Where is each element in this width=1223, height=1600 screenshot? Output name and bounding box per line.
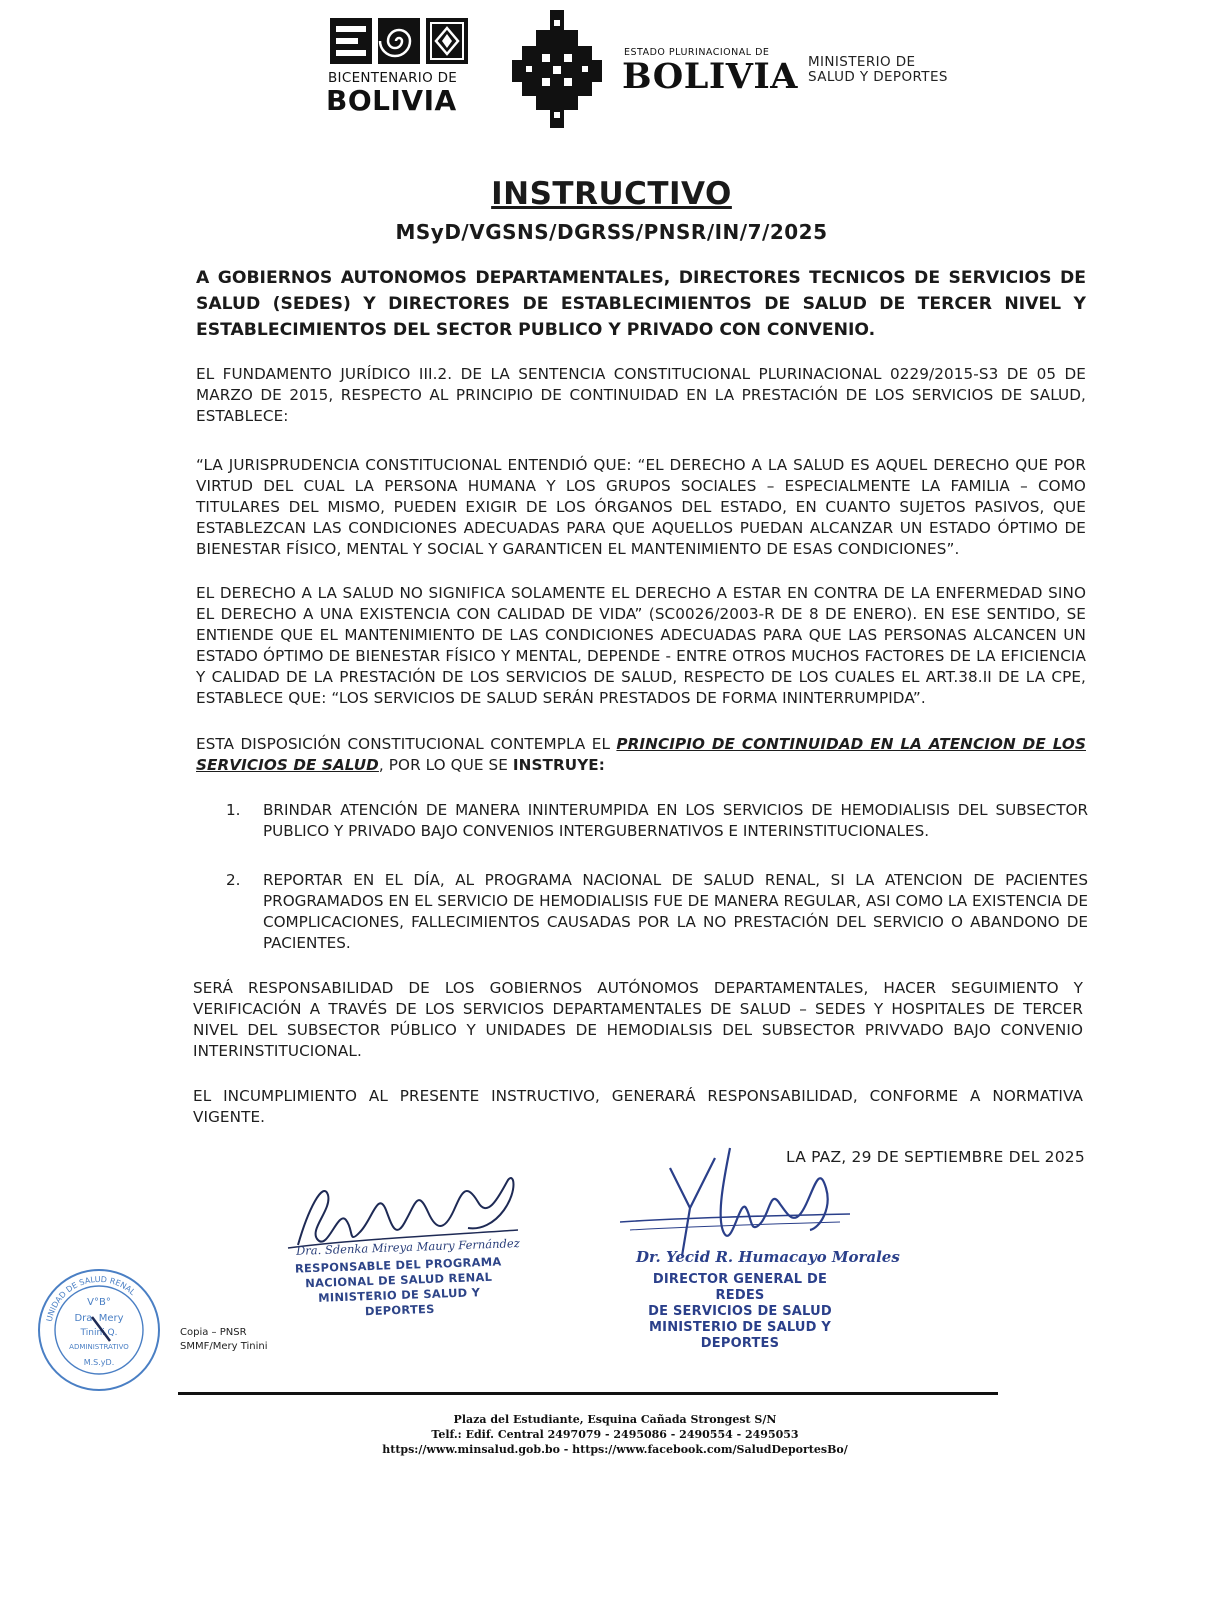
signature-right-role-line-1: DIRECTOR GENERAL DE REDES [652,1272,828,1303]
stamp-sub: Tinini Q. [80,1328,118,1338]
paragraph-legal-basis: EL FUNDAMENTO JURÍDICO III.2. DE LA SENTENCIA CONSTITUCIONAL PLURINACIONAL 0229/2015-S3 DE 05 DE MARZO DE 2015, RESPECTO AL PRINCIPIO DE CONTINUIDAD EN LA PRESTACIÓN DE LOS SERVICIOS DE SALUD, ESTABLECE: [196,365,1086,425]
footer-address: Plaza del Estudiante, Esquina Cañada Strongest S/N [453,1413,777,1426]
signature-left-role-line-3: MINISTERIO DE SALUD Y DEPORTES [318,1285,481,1319]
signature-left-role-line-2: NACIONAL DE SALUD RENAL [305,1269,493,1291]
signature-right-role-line-2: DE SERVICIOS DE SALUD [648,1304,832,1319]
instruction-text: REPORTAR EN EL DÍA, AL PROGRAMA NACIONAL DE SALUD RENAL, SI LA ATENCION DE PACIENTES PROGRAMADOS EN EL SERVICIO DE HEMODIALISIS FUE DE MANERA REGULAR, ASI COMO LA EXISTENCIA DE COMPLICACIONES, FALLECIMIENTOS CAUSADAS POR LA NO PRESTACIÓN DEL SERVICIO O ABANDONO DE PACIENTES. [263,871,1088,952]
copy-note-line-1: Copia – PNSR [180,1327,247,1338]
bicentenario-title: BICENTENARIO DE [328,70,458,86]
signature-right-role [630,1272,850,1352]
signature-left-role-line-1: RESPONSABLE DEL PROGRAMA [294,1254,502,1276]
signature-right-role-line-3: MINISTERIO DE SALUD Y DEPORTES [649,1320,831,1351]
ministerio-line-2: SALUD Y DEPORTES [808,69,948,85]
stamp-ring-text: UNIDAD DE SALUD RENAL [44,1274,138,1323]
footer-divider [178,1392,998,1395]
document-title: INSTRUCTIVO [491,176,732,212]
official-stamp [34,1265,164,1395]
addressee: A GOBIERNOS AUTONOMOS DEPARTAMENTALES, DIRECTORES TECNICOS DE SERVICIOS DE SALUD (SEDES) Y DIRECTORES DE ESTABLECIMIENTOS DE SALUD DE TERCER NIVEL Y ESTABLECIMIENTOS DEL SECTOR PUBLICO Y PRIVADO CON CONVENIO. [196,268,1086,340]
instruction-item [226,870,1088,954]
estado-plurinacional-label: ESTADO PLURINACIONAL DE [624,47,770,58]
footer-links: https://www.minsalud.gob.bo - https://www.facebook.com/SaludDeportesBo/ [382,1443,848,1456]
copy-note [180,1326,268,1354]
paragraph4-emphasis: PRINCIPIO DE CONTINUIDAD EN LA ATENCION DE LOS SERVICIOS DE SALUD [196,735,1086,774]
signature-right-scribble [620,1138,850,1258]
document-code: MSyD/VGSNS/DGRSS/PNSR/IN/7/2025 [395,220,828,244]
copy-note-line-2: SMMF/Mery Tinini [180,1341,268,1352]
paragraph4-instruye: INSTRUYE: [512,756,605,774]
signature-left-role [283,1254,515,1322]
footer [300,1412,930,1457]
signature-right-name: Dr. Yecid R. Humacayo Morales [636,1248,900,1266]
paragraph-noncompliance: EL INCUMPLIMIENTO AL PRESENTE INSTRUCTIVO, GENERARÁ RESPONSABILIDAD, CONFORME A NORMATIVA VIGENTE. [193,1087,1083,1126]
paragraph-instruction-intro [196,734,1086,776]
paragraph-responsibility: SERÁ RESPONSABILIDAD DE LOS GOBIERNOS AUTÓNOMOS DEPARTAMENTALES, HACER SEGUIMIENTO Y VERIFICACIÓN A TRAVÉS DE LOS SERVICIOS DEPARTAMENTALES DE SALUD – SEDES Y HOSPITALES DE TERCER NIVEL DEL SUBSECTOR PÚBLICO Y UNIDADES DE HEMODIALSIS DEL SUBSECTOR PRIVVADO BAJO CONVENIO INTERINSTITUCIONAL. [193,979,1083,1060]
bicentenario-name: BOLIVIA [326,84,457,117]
bicentenario-glyph-3 [426,18,468,64]
bicentenario-logo [330,18,472,66]
stamp-role: ADMINISTRATIVO [69,1343,129,1351]
instruction-number: 1. [226,801,241,819]
bicentenario-glyph-1 [330,18,372,64]
ministerio-label [808,55,968,85]
city-date: LA PAZ, 29 DE SEPTIEMBRE DEL 2025 [786,1148,1085,1166]
stamp-name: Dra. Mery [74,1313,124,1324]
footer-phones: Telf.: Edif. Central 2497079 - 2495086 - 2490554 - 2495053 [431,1428,799,1441]
paragraph-jurisprudence-quote: “LA JURISPRUDENCIA CONSTITUCIONAL ENTENDIÓ QUE: “EL DERECHO A LA SALUD ES AQUEL DERECHO QUE POR VIRTUD DEL CUAL LA PERSONA HUMANA Y LOS GRUPOS SOCIALES – ESPECIALMENTE LA FAMILIA – COMO TITULARES DEL MISMO, PUEDEN EXIGIR DE LOS ÓRGANOS DEL ESTADO, EN CUANTO SUJETOS PASIVOS, QUE ESTABLEZCAN LAS CONDICIONES ADECUADAS PARA QUE AQUELLOS PUEDAN ALCANZAR UN ESTADO ÓPTIMO DE BIENESTAR FÍSICO, MENTAL Y SOCIAL Y GARANTICEN EL MANTENIMIENTO DE ESAS CONDICIONES”. [196,456,1086,558]
paragraph-right-to-health: EL DERECHO A LA SALUD NO SIGNIFICA SOLAMENTE EL DERECHO A ESTAR EN CONTRA DE LA ENFERMEDAD SINO EL DERECHO A UNA EXISTENCIA CON CALIDAD DE VIDA” (SC0026/2003-R DE 8 DE ENERO). EN ESE SENTIDO, SE ENTIENDE QUE EL MANTENIMIENTO DE LAS CONDICIONES ADECUADAS PARA QUE LAS PERSONAS ALCANCEN UN ESTADO ÓPTIMO DE BIENESTAR FÍSICO Y MENTAL, DEPENDE - ENTRE OTROS MUCHOS FACTORES DE LA EFICIENCIA Y CALIDAD DE LA PRESTACIÓN DE LOS SERVICIOS DE SALUD, RESPECTO DE LOS CUALES EL ART.38.II DE LA CPE, ESTABLECE QUE: “LOS SERVICIOS DE SALUD SERÁN PRESTADOS DE FORMA ININTERRUMPIDA”. [196,584,1086,707]
estado-emblem-icon [512,10,602,128]
paragraph4-middle: , POR LO QUE SE [378,756,513,774]
bicentenario-glyph-2 [378,18,420,64]
estado-bolivia-wordmark: BOLIVIA [622,56,798,97]
instruction-text: BRINDAR ATENCIÓN DE MANERA ININTERUMPIDA EN LOS SERVICIOS DE HEMODIALISIS DEL SUBSECTOR PUBLICO Y PRIVADO BAJO CONVENIOS INTERGUBERNATIVOS E INTERINSTITUCIONALES. [263,801,1088,840]
paragraph4-start: ESTA DISPOSICIÓN CONSTITUCIONAL CONTEMPLA EL [196,735,617,753]
stamp-org: M.S.yD. [83,1358,115,1367]
stamp-vobo: V°B° [87,1297,111,1308]
instruction-number: 2. [226,871,241,889]
ministerio-line-1: MINISTERIO DE [808,54,916,70]
signature-left-name: Dra. Sdenka Mireya Maury Fernández [295,1236,521,1258]
instruction-item [226,800,1088,842]
